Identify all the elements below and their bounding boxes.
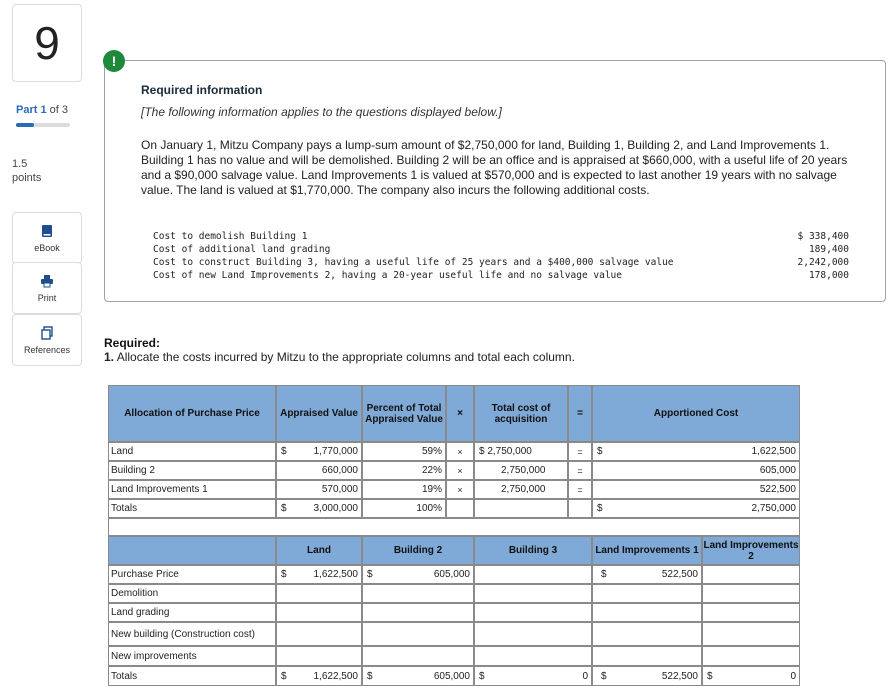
t2-building-2-input[interactable]: [362, 565, 474, 584]
t2-land-total: 1,622,500: [313, 670, 358, 682]
t2-building-2-value: 605,000: [433, 569, 470, 580]
header-equals: =: [568, 385, 592, 442]
dollar-sign: $: [281, 670, 287, 682]
t1-percent-input[interactable]: 59%: [362, 442, 446, 461]
t1-apportioned-value: 1,622,500: [751, 446, 796, 457]
printer-icon: [40, 274, 54, 288]
dollar-sign: $: [367, 569, 373, 580]
header-apportioned-cost: Apportioned Cost: [592, 385, 800, 442]
t2-header-land-improvements-2: Land Improvements 2: [702, 536, 800, 565]
t2-row-label-demolition: Demolition: [108, 584, 276, 603]
part-total: of 3: [49, 104, 69, 116]
cost-row: [153, 243, 849, 256]
table-spacer: [108, 518, 800, 536]
question-number: 9: [12, 4, 82, 82]
cost-desc: Cost to demolish Building 1: [153, 231, 308, 242]
cost-desc: Cost to construct Building 3, having a useful life of 25 years and a $400,000 salvage value: [153, 257, 674, 268]
t2-header-blank: [108, 536, 276, 565]
part-progress-bar: [16, 123, 70, 127]
t2-land-input[interactable]: [276, 584, 362, 603]
t2-building-2-input[interactable]: [362, 622, 474, 646]
dollar-sign: $: [707, 670, 713, 682]
alert-icon: !: [103, 50, 125, 72]
info-title: Required information: [141, 83, 263, 97]
t2-land-input[interactable]: [276, 565, 362, 584]
t1-total-cost-value: 2,750,000: [487, 446, 532, 457]
cost-row: [153, 230, 849, 243]
t2-building-3-input[interactable]: [474, 603, 592, 622]
required-title: Required:: [104, 336, 161, 350]
t1-blank-cell: [446, 499, 474, 518]
part-progress-fill: [16, 123, 34, 127]
t2-header-building-3: Building 3: [474, 536, 592, 565]
t2-land-input[interactable]: [276, 646, 362, 666]
t1-appraised-input[interactable]: [276, 442, 362, 461]
dollar-sign: $: [281, 446, 287, 457]
dollar-sign: $: [601, 670, 607, 682]
t2-land-improvements-1-input[interactable]: [592, 584, 702, 603]
references-label: References: [23, 344, 71, 355]
t1-equals-sign: =: [568, 480, 592, 499]
dollar-sign: $: [479, 670, 485, 682]
t2-building-2-input[interactable]: [362, 584, 474, 603]
t2-land-improvements-2-input[interactable]: [702, 622, 800, 646]
t1-percent-input[interactable]: 22%: [362, 461, 446, 480]
additional-costs-list: [153, 230, 849, 282]
t1-apportioned-input[interactable]: [592, 442, 800, 461]
t2-header-land: Land: [276, 536, 362, 565]
t1-equals-sign: =: [568, 442, 592, 461]
t1-appraised-input[interactable]: 660,000: [276, 461, 362, 480]
t1-times-sign: ×: [446, 442, 474, 461]
book-icon: [40, 224, 54, 238]
info-subtitle: [The following information applies to the questions displayed below.]: [141, 105, 502, 119]
print-label: Print: [37, 292, 57, 303]
t2-land-improvements-2-input[interactable]: [702, 584, 800, 603]
t2-row-label-land-grading: Land grading: [108, 603, 276, 622]
required-number: 1.: [104, 350, 115, 364]
cost-row: [153, 269, 849, 282]
required-instruction: Allocate the costs incurred by Mitzu to the appropriate columns and total each column.: [116, 350, 575, 364]
t1-total-cost-input[interactable]: 2,750,000: [474, 480, 568, 499]
t2-land-improvements-1-input[interactable]: [592, 622, 702, 646]
t2-building-3-input[interactable]: [474, 622, 592, 646]
points-label: points: [12, 172, 42, 184]
t2-land-improvements-2-total-input[interactable]: [702, 666, 800, 686]
t2-land-improvements-1-input[interactable]: [592, 603, 702, 622]
cost-desc: Cost of additional land grading: [153, 244, 331, 255]
t1-total-cost-input[interactable]: 2,750,000: [474, 461, 568, 480]
required-text: [104, 350, 575, 364]
t2-land-total-input[interactable]: [276, 666, 362, 686]
t2-land-input[interactable]: [276, 603, 362, 622]
t1-blank-cell: [474, 499, 568, 518]
t2-land-input[interactable]: [276, 622, 362, 646]
part-label: Part: [16, 104, 38, 116]
t2-land-improvements-1-input[interactable]: [592, 646, 702, 666]
cost-amount: 189,400: [808, 244, 849, 255]
t1-appraised-input[interactable]: 570,000: [276, 480, 362, 499]
t2-building-3-total: 0: [582, 670, 588, 682]
t1-row-label-land: Land: [108, 442, 276, 461]
t1-percent-input[interactable]: 19%: [362, 480, 446, 499]
t2-row-label-new-building: New building (Construction cost): [108, 622, 276, 646]
t2-building-2-total: 605,000: [433, 670, 470, 682]
dollar-sign: $: [367, 670, 373, 682]
t1-appraised-total: 3,000,000: [313, 503, 358, 514]
t2-land-improvements-1-total-input[interactable]: [592, 666, 702, 686]
points-display: [12, 157, 41, 185]
ebook-label: eBook: [34, 242, 60, 253]
t2-land-improvements-2-input[interactable]: [702, 603, 800, 622]
t2-building-2-input[interactable]: [362, 646, 474, 666]
t2-row-label-purchase-price: Purchase Price: [108, 565, 276, 584]
t2-land-improvements-1-total: 522,500: [661, 670, 698, 682]
header-times: ×: [446, 385, 474, 442]
points-value: 1.5: [12, 158, 28, 170]
cost-amount: 178,000: [808, 270, 849, 281]
t2-land-improvements-2-input[interactable]: [702, 646, 800, 666]
dollar-sign: $: [597, 446, 603, 457]
t2-land-improvements-1-input[interactable]: [592, 565, 702, 584]
t1-total-cost-input[interactable]: [474, 442, 568, 461]
t2-land-value: 1,622,500: [313, 569, 358, 580]
t1-apportioned-input[interactable]: 522,500: [592, 480, 800, 499]
t1-percent-total-input[interactable]: 100%: [362, 499, 446, 518]
t1-times-sign: ×: [446, 461, 474, 480]
t1-row-label-totals: Totals: [108, 499, 276, 518]
t1-apportioned-input[interactable]: 605,000: [592, 461, 800, 480]
t2-header-land-improvements-1: Land Improvements 1: [592, 536, 702, 565]
ebook-button[interactable]: [12, 212, 82, 264]
t2-building-2-total-input[interactable]: [362, 666, 474, 686]
t1-times-sign: ×: [446, 480, 474, 499]
t1-apportioned-total: 2,750,000: [751, 503, 796, 514]
t2-land-improvements-2-total: 0: [790, 670, 796, 682]
header-appraised-value: Appraised Value: [276, 385, 362, 442]
t2-row-label-new-improvements: New improvements: [108, 646, 276, 666]
t2-row-label-totals: Totals: [108, 666, 276, 686]
t2-land-improvements-1-value: 522,500: [661, 569, 698, 580]
dollar-sign: $: [479, 446, 485, 457]
part-current: 1: [40, 104, 47, 116]
dollar-sign: $: [281, 503, 287, 514]
dollar-sign: $: [601, 569, 607, 580]
print-button[interactable]: [12, 262, 82, 314]
t1-apportioned-total-input[interactable]: [592, 499, 800, 518]
t2-land-improvements-2-input[interactable]: [702, 565, 800, 584]
cost-row: [153, 256, 849, 269]
references-icon: [40, 326, 54, 340]
dollar-sign: $: [597, 503, 603, 514]
t1-appraised-total-input[interactable]: [276, 499, 362, 518]
t1-equals-sign: =: [568, 461, 592, 480]
part-indicator: [16, 104, 68, 116]
t2-building-3-input[interactable]: [474, 565, 592, 584]
required-information-box: [104, 60, 886, 302]
t1-blank-cell: [568, 499, 592, 518]
t1-appraised-value: 1,770,000: [313, 446, 358, 457]
cost-amount: 2,242,000: [797, 257, 849, 268]
info-body: On January 1, Mitzu Company pays a lump-sum amount of $2,750,000 for land, Building 1, Building 2, and Land Improvements 1. Building 1 has no value and will be demolished. Building 2 will be an office and is appraised at $660,000, with a useful life of 20 years and a $90,000 salvage value. Land Improvements 1 is valued at $570,000 and is expected to last another 19 years with no salvage value. The land is valued at $1,770,000. The company also incurs the following additional costs.: [141, 138, 848, 197]
references-button[interactable]: [12, 314, 82, 366]
header-allocation: Allocation of Purchase Price: [108, 385, 276, 442]
t1-row-label-building-2: Building 2: [108, 461, 276, 480]
header-total-cost: Total cost of acquisition: [474, 385, 568, 442]
cost-desc: Cost of new Land Improvements 2, having a 20-year useful life and no salvage value: [153, 270, 622, 281]
cost-amount: $ 338,400: [797, 231, 849, 242]
t1-row-label-land-improvements-1: Land Improvements 1: [108, 480, 276, 499]
worksheet: [108, 385, 800, 692]
t2-building-3-total-input[interactable]: [474, 666, 592, 686]
t2-building-3-input[interactable]: [474, 584, 592, 603]
t2-building-3-input[interactable]: [474, 646, 592, 666]
dollar-sign: $: [281, 569, 287, 580]
header-percent-total: Percent of Total Appraised Value: [362, 385, 446, 442]
t2-building-2-input[interactable]: [362, 603, 474, 622]
t2-header-building-2: Building 2: [362, 536, 474, 565]
